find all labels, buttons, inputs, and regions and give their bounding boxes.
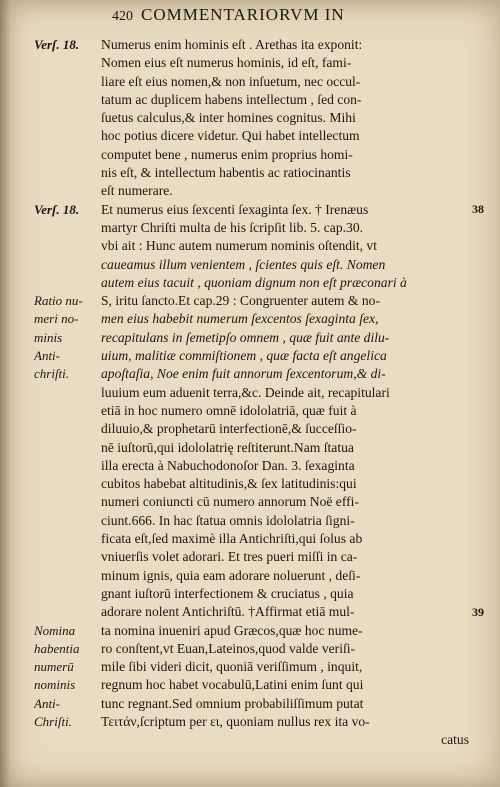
margin-note-line: habentia — [34, 640, 80, 656]
main-text-column — [101, 36, 469, 750]
text-line: uium, malitiæ commiſtionem , quæ facta eſt angelica — [101, 348, 387, 364]
margin-note-line: meri no- — [34, 311, 79, 327]
text-line: diluuio,& prophetarū interfectionē,& ſucceſſio- — [101, 421, 357, 437]
margin-note-line: Nomina — [34, 622, 76, 638]
margin-note-verse-2 — [34, 201, 98, 219]
text-line: liare eſt eius nomen,& non inſuetum, nec occul- — [101, 73, 361, 89]
text-line: caueamus illum venientem , ſcientes quis eſt. Nomen — [101, 256, 386, 272]
text-line: autem eius tacuit , quoniam dignum non eſt præconari à — [101, 274, 407, 290]
margin-note-text: Verſ. 18. — [34, 201, 80, 217]
margin-note-line: Chriſti. — [34, 714, 72, 730]
text-line: eſt numerare. — [101, 183, 173, 199]
text-line: cubitos habebat altitudinis,& ſex latitudinis:qui — [101, 476, 357, 492]
text-line: gnant iuſtorū interfectionem & cruciatus , quia — [101, 585, 354, 601]
text-line: vniuerſis volet adorari. Et tres pueri miſſi in ca- — [101, 549, 358, 565]
text-line: vbi ait : Hunc autem numerum nominis oſtendit, vt — [101, 238, 377, 254]
margin-note-line: Anti- — [34, 695, 60, 711]
text-line: adorare nolent Antichriſtū. †Affirmat etiā mul- — [101, 604, 355, 620]
margin-note-nomina — [34, 622, 98, 732]
margin-note-line: Anti- — [34, 348, 60, 364]
text-line: Nomen eius eſt numerus hominis, id eſt, fami- — [101, 55, 352, 71]
text-line: nē iuſtorū,qui idololatrię reſtiterunt.Nam ſtatua — [101, 439, 354, 455]
text-line: mile ſibi videri dicit, quoniā veriſſimum , inquit, — [101, 659, 363, 675]
right-margin-number: 39 — [472, 605, 484, 619]
text-line: S, iritu ſancto.Et cap.29 : Congruenter autem & no- — [101, 293, 380, 309]
text-line: hoc potius dicere videtur. Qui habet intellectum — [101, 128, 360, 144]
text-line: computet bene , numerus enim proprius homi- — [101, 146, 353, 162]
text-line: ſuetus calculus,& inter homines cognitus. Mihi — [101, 110, 356, 126]
text-line: numeri coniuncti cū numero annorum Noë effi- — [101, 494, 359, 510]
text-line: ciunt.666. In hac ſtatua omnis idololatria ſigni- — [101, 512, 355, 528]
margin-note-line: minis — [34, 329, 63, 345]
text-line: nis eſt, & intellectum habentis ac ratiocinantis — [101, 165, 351, 181]
margin-note-line: nominis — [34, 677, 76, 693]
text-line: men eius habebit numerum ſexcentos ſexaginta ſex, — [101, 311, 379, 327]
catchword: catus — [441, 732, 469, 748]
margin-note-line: chriſti. — [34, 366, 70, 382]
margin-note-ratio — [34, 292, 98, 383]
text-line: tunc regnant.Sed omnium probabiliſſimum putat — [101, 695, 364, 711]
margin-note-line: Ratio nu- — [34, 293, 83, 309]
text-line: etiā in hoc numero omnē idololatriā, quæ fuit à — [101, 402, 357, 418]
text-line: ficata eſt,ſed maximè illa Antichriſti,qui ſolus ab — [101, 531, 363, 547]
text-line: apoſtaſia, Noe enim fuit annorum ſexcentorum,& di- — [101, 366, 386, 382]
page-number: 420 — [112, 9, 133, 24]
text-line: tatum ac duplicem habens intellectum , ſed con- — [101, 91, 362, 107]
text-line: recapitulans in ſemetipſo omnem , quæ fuit ante dilu- — [101, 329, 390, 345]
text-line: illa erecta à Nabuchodonoſor Dan. 3. ſexaginta — [101, 457, 355, 473]
text-line: Numerus enim hominis eſt . Arethas ita exponit: — [101, 37, 363, 52]
text-line: ro conſtent,vt Euan,Lateinos,quod valde veriſi- — [101, 640, 356, 656]
text-line: minum ignis, quia eam adorare noluerunt , deſi- — [101, 567, 361, 583]
right-margin-number: 38 — [472, 202, 484, 216]
text-line: luuium eum aduenit terra,&c. Deinde ait, recapitulari — [101, 384, 390, 400]
text-line: Τειτάν,ſcriptum per ει, quoniam nullus rex ita vo- — [101, 713, 370, 729]
text-line: regnum hoc habet vocabulū,Latini enim ſunt qui — [101, 677, 364, 693]
page-gutter-shadow — [0, 0, 10, 787]
running-head — [112, 5, 457, 29]
text-line: Et numerus eius ſexcenti ſexaginta ſex. † Irenæus — [101, 201, 369, 217]
text-line: martyr Chriſti multa de his ſcripſit lib. 5. cap.30. — [101, 219, 364, 235]
text-line: ta nomina inueniri apud Græcos,quæ hoc nume- — [101, 622, 363, 638]
margin-note-verse-1 — [34, 36, 98, 54]
running-title: COMMENTARIORVM IN — [141, 5, 345, 24]
margin-note-text: Verſ. 18. — [34, 37, 80, 52]
margin-note-line: numerū — [34, 659, 74, 675]
